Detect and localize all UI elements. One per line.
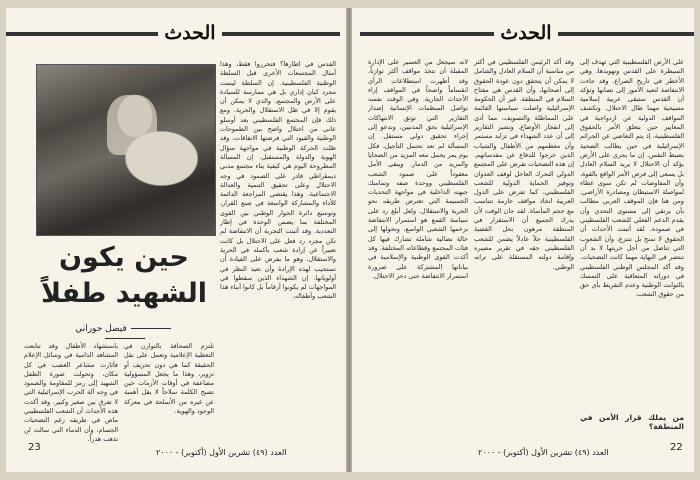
right-page <box>352 8 694 472</box>
page-footer: العدد (٤٩) تشرين الأول (أكتوبر) - ٢٠٠٠ <box>478 448 609 457</box>
article-author <box>60 324 190 344</box>
headline-line-2: الشهيد طفلاً <box>40 278 208 309</box>
magazine-logo: الحدث <box>494 22 558 44</box>
article-column-right: القدس في اطارها؟ فتحرروا فقط، وهذا أمثال المجتمعات الأخرى قبل السلطة الوطنية الفلسطينية. إن السلطة ليست مجرد كيان إداري بل هي ممارسة للسيادة على الأرض والمجتمع، والذي لا يمكن أن يقوم إلا في ظل الاستقلال والحرية. ومع ذلك فإن المجتمع الفلسطيني بعد أوسلو عانى من اختلال واضح بين الطموحات الوطنية والقيود التي فرضتها الاتفاقات، وقد ظلت الحركة الوطنية في مواجهة سؤال الهوية والدولة والمستقبل. إن المسألة المطروحة اليوم هي كيفية بناء مجتمع مدني ديمقراطي قادر على الصمود في وجه الاحتلال وعلى تحقيق التنمية والعدالة الاجتماعية، وهذا يقتضي المراجعة الدائمة للأداء والمشاركة الواسعة في صنع القرار، وتوسيع دائرة الحوار الوطني بين القوى المختلفة بما يضمن الوحدة في إطار التعددية. وقد أثبتت التجربة أن الانتفاضة لم تكن مجرد رد فعل على الاحتلال بل كانت تعبيراً عن إرادة شعب بأكمله في الحرية والاستقلال، وهو ما يفرض على القيادة أن تستجيب لهذه الإرادة وأن تعيد النظر في أولوياتها. إن الشهداء الذين سقطوا في المواجهات لم يكونوا أرقاماً بل كانوا أبناء هذا الشعب وأطفاله. <box>220 60 336 301</box>
author-rule <box>131 328 171 329</box>
headline-line-1: حين يكون <box>59 242 189 273</box>
magazine-logo: الحدث <box>158 22 222 44</box>
page-number: 23 <box>28 442 41 453</box>
subhead-box <box>580 410 684 432</box>
left-page <box>6 8 346 472</box>
article-column-middle: تلتزم الصحافة بالتوازن في التغطية الإعلامية وتعمل على نقل الحقيقة كما هي دون تحريف أو تزوير، وهذا ما يجعل المسؤولية مضاعفة في أوقات الأزمات حين تصبح الكلمة سلاحاً لا يقل أهمية عن غيره من الأسلحة في معركة الوجود والهوية. <box>124 342 214 416</box>
article-column-1 <box>580 58 684 436</box>
article-column-2 <box>474 58 574 436</box>
section-subhead: من يملك قرار الأمن في المنطقة؟ <box>580 413 684 432</box>
column-2-body: وقد أكد الرئيس الفلسطيني في أكثر من مناسبة أن السلام العادل والشامل لا يمكن أن يتحقق دون عودة الحقوق إلى أصحابها، وأن القدس هي مفتاح السلام في المنطقة. غير أن الحكومة الإسرائيلية واصلت سياستها القائمة على المماطلة والتسويف، مما أدى إلى انفجار الأوضاع. وتشير التقارير إلى أن عدد الشهداء في تزايد مستمر وأن معظمهم من الأطفال والشباب الذين خرجوا للدفاع عن مقدساتهم. إن هذه التضحيات تفرض على المجتمع الدولي التحرك العاجل لوقف العدوان وتوفير الحماية الدولية للشعب الفلسطيني، كما تفرض على الدول العربية اتخاذ مواقف حازمة تتناسب مع حجم المأساة. لقد حان الوقت لأن يدرك الجميع أن الاستقرار في المنطقة مرهون بحل القضية الفلسطينية حلاً عادلاً يضمن للشعب الفلسطيني حقه في تقرير مصيره وإقامة دولته المستقلة على ترابه الوطني. <box>474 58 574 271</box>
page-footer: العدد (٤٩) تشرين الأول (أكتوبر) - ٢٠٠٠ <box>156 448 287 457</box>
author-rule <box>105 338 145 339</box>
article-photo <box>36 64 216 236</box>
article-headline <box>34 240 214 312</box>
article-column-left: باستشهاد الأطفال وقد تتابعت المشاهد الدامية في وسائل الإعلام فأثارت مشاعر الغضب في كل مكان، وتحولت صورة الطفل الشهيد إلى رمز للمقاومة والصمود في وجه آلة الحرب الإسرائيلية التي لا تفرق بين صغير وكبير. وقد أكدت هذه الأحداث أن الشعب الفلسطيني ماض في طريقه رغم التضحيات الجسام، وأن الدماء التي سالت لن تذهب هدراً. <box>24 342 118 443</box>
article-column-3: لانه سيجعل من العسير على الإدارة المقبلة أن تتخذ مواقف أكثر توازناً، وقد أظهرت استطلاعات الرأي انقساماً واضحاً في المواقف إزاء الأحداث الجارية. وفي الوقت نفسه تواصل المنظمات الإنسانية إصدار التقارير التي توثق الانتهاكات الإسرائيلية بحق المدنيين، وتدعو إلى إجراء تحقيق دولي مستقل. إن المسألة لم تعد تحتمل التأجيل، فكل يوم يمر يحمل معه المزيد من الضحايا والمزيد من الدمار. ويبقى الأمل معقوداً على صمود الشعب الفلسطيني ووحدة صفه وتماسك جبهته الداخلية في مواجهة التحديات الجسيمة التي تعترض طريقه نحو الحرية والاستقلال. ولعل أبلغ رد على سياسة القمع هو استمرار الانتفاضة بزخمها الشعبي الواسع، وتحولها إلى حالة نضالية شاملة تشارك فيها كل فئات المجتمع وقطاعاته المختلفة. وقد أكدت القوى الوطنية والإسلامية في بياناتها المشتركة على ضرورة استمرار الانتفاضة حتى دحر الاحتلال. <box>368 58 468 280</box>
column-1-body: على الأرض الفلسطينية التي تهدف إلى السيطرة على القدس وتهويدها، وهي الأخطر في تاريخ الصراع. وقد جاءت الانتفاضة لتعيد الأمور إلى نصابها وتؤكد أن القدس ستبقى عربية إسلامية مسيحية مهما طال الاحتلال. وتكشف المواقف الدولية عن ازدواجية في المعايير حين يتعلق الأمر بالحقوق الفلسطينية، إذ يتم التغاضي عن الجرائم الإسرائيلية في حين يطالب الضحية بضبط النفس. إن ما يجري على الأرض يؤكد أن الاحتلال لا يريد السلام العادل بل يسعى إلى فرض الأمر الواقع بالقوة، وأن المفاوضات لم تكن سوى غطاء لمواصلة الاستيطان ومصادرة الأراضي. ومن هنا فإن الموقف العربي مطالب بأن يرتقي إلى مستوى التحدي وأن يقدم الدعم الفعلي للشعب الفلسطيني في صموده. لقد أثبتت الأحداث أن الحقوق لا تمنح بل تنتزع، وأن الشعوب التي تناضل من أجل حريتها لا بد أن تنتصر في النهاية مهما كانت التضحيات. وقد أكد المجلس الوطني الفلسطيني في دوراته المتعاقبة على التمسك بالثوابت الوطنية وعدم التفريط بأي حق من حقوق الشعب. <box>580 58 684 299</box>
author-name: فيصل حوراني <box>75 324 127 334</box>
photo-figure <box>107 95 157 155</box>
page-number: 22 <box>670 442 683 453</box>
